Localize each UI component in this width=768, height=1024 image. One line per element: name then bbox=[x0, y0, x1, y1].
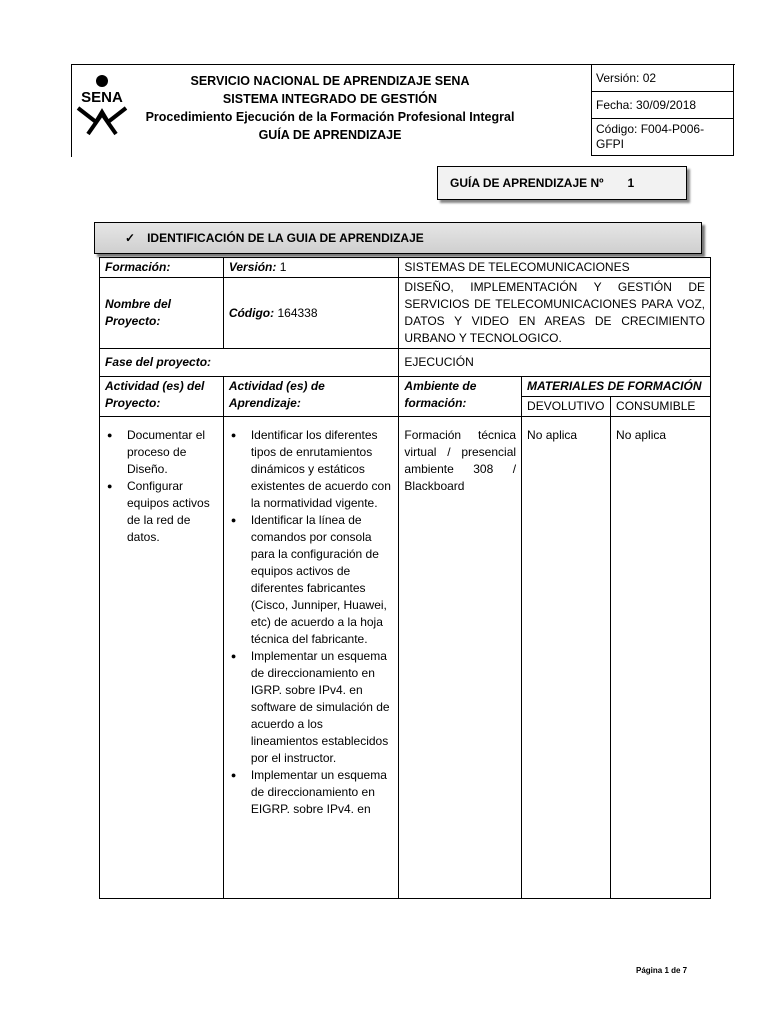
version-label: Versión: bbox=[228, 260, 277, 274]
materiales-label: MATERIALES DE FORMACIÓN bbox=[522, 377, 711, 397]
table-row bbox=[100, 278, 711, 349]
devolutivo-label: DEVOLUTIVO bbox=[522, 397, 611, 417]
document-control-box bbox=[591, 64, 734, 156]
version-value: 1 bbox=[279, 260, 287, 274]
list-item: ● Documentar el proceso de Diseño. bbox=[127, 427, 218, 478]
table-row bbox=[100, 258, 711, 278]
sena-logo bbox=[74, 74, 130, 136]
list-item: ● Implementar un esquema de direccionamiento en IGRP. sobre IPv4. en software de simulación de acuerdo a los lineamientos establecidos por el instructor. bbox=[251, 648, 394, 767]
formacion-value: SISTEMAS DE TELECOMUNICACIONES bbox=[399, 258, 711, 278]
header-line-3: Procedimiento Ejecución de la Formación Profesional Integral bbox=[145, 110, 515, 124]
act-proyecto-list bbox=[105, 427, 218, 546]
act-aprendizaje-label: Actividad (es) de Aprendizaje: bbox=[228, 379, 325, 410]
act-aprendizaje-list bbox=[229, 427, 394, 818]
table-row bbox=[100, 349, 711, 377]
consumible-label: CONSUMIBLE bbox=[611, 397, 711, 417]
list-item: ● Configurar equipos activos de la red de datos. bbox=[127, 478, 218, 546]
list-item: ● Implementar un esquema de direccionamiento en EIGRP. sobre IPv4. en bbox=[251, 767, 394, 818]
fase-label: Fase del proyecto: bbox=[100, 349, 399, 377]
page-footer: Página 1 de 7 bbox=[636, 966, 688, 975]
version-cell: Versión: 02 bbox=[592, 65, 733, 92]
codigo-value: 164338 bbox=[277, 305, 318, 320]
guia-label: GUÍA DE APRENDIZAJE Nº bbox=[450, 176, 604, 190]
fase-value: EJECUCIÓN bbox=[399, 349, 711, 377]
ambiente-value: Formación técnica virtual / presencial ambiente 308 / Blackboard bbox=[399, 417, 522, 899]
header-line-4: GUÍA DE APRENDIZAJE bbox=[258, 128, 402, 142]
nombre-label: Nombre del Proyecto: bbox=[100, 278, 224, 349]
devolutivo-value: No aplica bbox=[522, 417, 611, 899]
consumible-value: No aplica bbox=[611, 417, 711, 899]
codigo-label: Código: bbox=[228, 305, 275, 320]
act-aprendizaje-list-cell bbox=[223, 417, 399, 899]
check-icon: ✓ bbox=[125, 231, 136, 245]
header-line-2: SISTEMA INTEGRADO DE GESTIÓN bbox=[222, 92, 438, 106]
table-row bbox=[100, 377, 711, 397]
nombre-value: DISEÑO, IMPLEMENTACIÓN Y GESTIÓN DE SERVICIOS DE TELECOMUNICACIONES PARA VOZ, DATOS Y VIDEO EN AREAS DE CRECIMIENTO URBANO Y TECNOLOGICO. bbox=[399, 278, 711, 349]
logo-text: SENA bbox=[81, 89, 123, 106]
list-item: ● Identificar la línea de comandos por consola para la configuración de equipos activos de diferentes fabricantes (Cisco, Junniper, Huawei, etc) de acuerdo a la hoja técnica del fabricante. bbox=[251, 512, 394, 648]
ambiente-label: Ambiente de formación: bbox=[399, 377, 522, 417]
identification-table bbox=[99, 257, 711, 899]
section-banner bbox=[94, 222, 702, 254]
guia-number: 1 bbox=[627, 176, 635, 190]
formacion-label: Formación: bbox=[100, 258, 224, 278]
section-title: IDENTIFICACIÓN DE LA GUIA DE APRENDIZAJE bbox=[147, 231, 424, 245]
codigo-cell-table bbox=[223, 278, 399, 349]
list-item: ● Identificar los diferentes tipos de enrutamientos dinámicos y estáticos existentes de acuerdo con la normatividad vigente. bbox=[251, 427, 394, 512]
version-cell-table bbox=[223, 258, 399, 278]
header-line-1: SERVICIO NACIONAL DE APRENDIZAJE SENA bbox=[190, 74, 470, 88]
header-title bbox=[130, 72, 530, 144]
fecha-cell: Fecha: 30/09/2018 bbox=[592, 92, 733, 119]
act-proyecto-label: Actividad (es) del Proyecto: bbox=[105, 379, 205, 410]
guia-number-box bbox=[437, 166, 687, 200]
codigo-cell: Código: F004-P006-GFPI bbox=[596, 122, 705, 151]
act-proyecto-cell bbox=[100, 377, 224, 417]
act-aprendizaje-header bbox=[223, 377, 399, 417]
act-proyecto-list-cell bbox=[100, 417, 224, 899]
